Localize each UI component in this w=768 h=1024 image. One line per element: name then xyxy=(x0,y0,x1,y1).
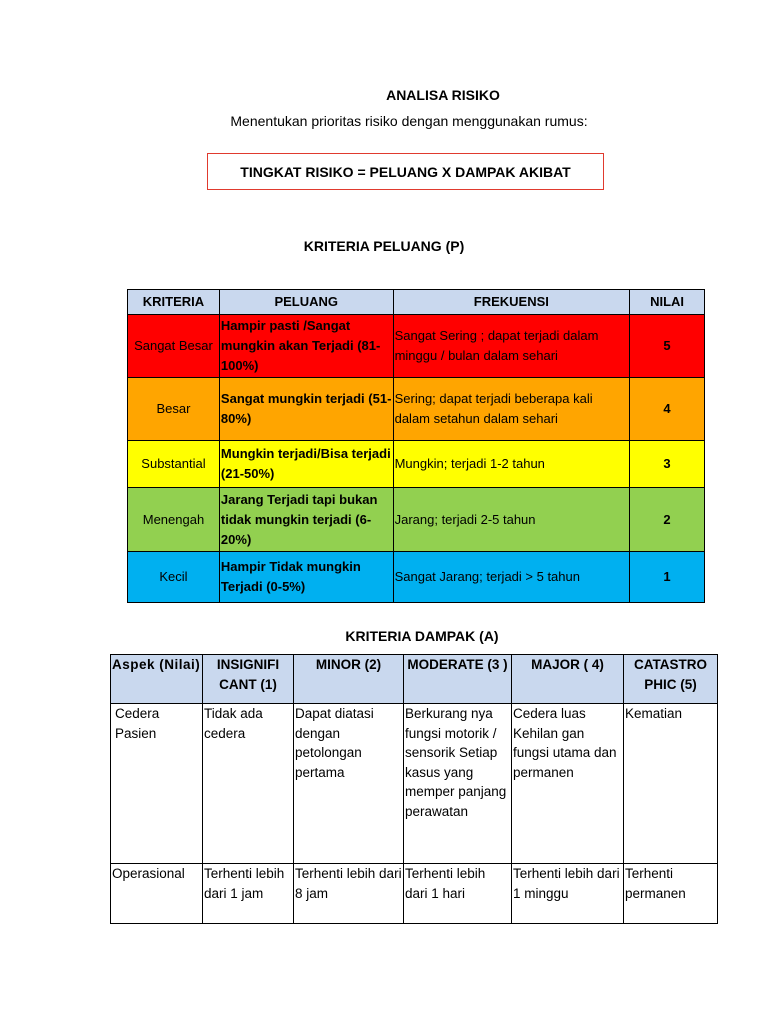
moderate-cell: Berkurang nya fungsi motorik / sensorik Setiap kasus yang memper panjang perawatan xyxy=(404,704,512,864)
minor-cell: Terhenti lebih dari 8 jam xyxy=(294,864,404,924)
peluang-cell: Jarang Terjadi tapi bukan tidak mungkin terjadi (6-20%) xyxy=(219,488,393,552)
peluang-table xyxy=(127,289,705,603)
peluang-cell: Mungkin terjadi/Bisa terjadi (21-50%) xyxy=(219,441,393,488)
peluang-row xyxy=(128,378,705,441)
dampak-row xyxy=(111,704,718,864)
kriteria-cell: Sangat Besar xyxy=(128,315,220,378)
peluang-row xyxy=(128,552,705,603)
header-moderate: MODERATE (3 ) xyxy=(404,655,512,704)
peluang-header-row xyxy=(128,290,705,315)
nilai-cell: 3 xyxy=(630,441,705,488)
header-insignificant: INSIGNIFI CANT (1) xyxy=(203,655,294,704)
frekuensi-cell: Sangat Jarang; terjadi > 5 tahun xyxy=(393,552,630,603)
frekuensi-cell: Jarang; terjadi 2-5 tahun xyxy=(393,488,630,552)
dampak-section-title: KRITERIA DAMPAK (A) xyxy=(345,628,499,644)
catastrophic-cell: Kematian xyxy=(624,704,718,864)
header-frekuensi: FREKUENSI xyxy=(393,290,630,315)
aspek-cell: Operasional xyxy=(111,864,203,924)
header-peluang: PELUANG xyxy=(219,290,393,315)
frekuensi-cell: Sangat Sering ; dapat terjadi dalam minggu / bulan dalam sehari xyxy=(393,315,630,378)
header-major: MAJOR ( 4) xyxy=(512,655,624,704)
peluang-cell: Hampir Tidak mungkin Terjadi (0-5%) xyxy=(219,552,393,603)
header-aspek: Aspek (Nilai) xyxy=(111,655,203,704)
kriteria-cell: Kecil xyxy=(128,552,220,603)
page-title: ANALISA RISIKO xyxy=(386,87,500,103)
kriteria-cell: Substantial xyxy=(128,441,220,488)
insignificant-cell: Tidak ada cedera xyxy=(203,704,294,864)
aspek-cell: Cedera Pasien xyxy=(111,704,203,864)
nilai-cell: 4 xyxy=(630,378,705,441)
moderate-cell: Terhenti lebih dari 1 hari xyxy=(404,864,512,924)
peluang-cell: Hampir pasti /Sangat mungkin akan Terjadi (81-100%) xyxy=(219,315,393,378)
peluang-row xyxy=(128,488,705,552)
header-catastrophic: CATASTRO PHIC (5) xyxy=(624,655,718,704)
dampak-header-row xyxy=(111,655,718,704)
formula-box xyxy=(207,153,604,190)
kriteria-cell: Besar xyxy=(128,378,220,441)
dampak-table xyxy=(110,654,718,924)
peluang-section-title: KRITERIA PELUANG (P) xyxy=(303,238,465,254)
peluang-row xyxy=(128,441,705,488)
peluang-row xyxy=(128,315,705,378)
minor-cell: Dapat diatasi dengan petolongan pertama xyxy=(294,704,404,864)
header-minor: MINOR (2) xyxy=(294,655,404,704)
page-subtitle: Menentukan prioritas risiko dengan menggunakan rumus: xyxy=(230,113,588,129)
peluang-cell: Sangat mungkin terjadi (51-80%) xyxy=(219,378,393,441)
nilai-cell: 2 xyxy=(630,488,705,552)
header-kriteria: KRITERIA xyxy=(128,290,220,315)
major-cell: Cedera luas Kehilan gan fungsi utama dan permanen xyxy=(512,704,624,864)
kriteria-cell: Menengah xyxy=(128,488,220,552)
major-cell: Terhenti lebih dari 1 minggu xyxy=(512,864,624,924)
nilai-cell: 5 xyxy=(630,315,705,378)
dampak-row xyxy=(111,864,718,924)
frekuensi-cell: Mungkin; terjadi 1-2 tahun xyxy=(393,441,630,488)
catastrophic-cell: Terhenti permanen xyxy=(624,864,718,924)
insignificant-cell: Terhenti lebih dari 1 jam xyxy=(203,864,294,924)
header-nilai: NILAI xyxy=(630,290,705,315)
frekuensi-cell: Sering; dapat terjadi beberapa kali dalam setahun dalam sehari xyxy=(393,378,630,441)
nilai-cell: 1 xyxy=(630,552,705,603)
formula-text: TINGKAT RISIKO = PELUANG X DAMPAK AKIBAT xyxy=(240,163,571,180)
